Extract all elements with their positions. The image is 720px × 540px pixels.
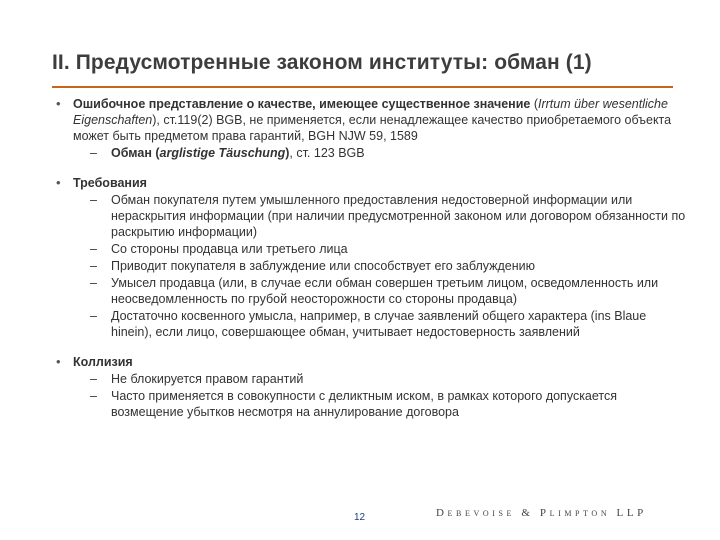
sub-item	[56, 308, 686, 340]
sub-bold-text: Обман (	[111, 146, 160, 160]
sub-bold-text: )	[285, 146, 290, 160]
bullet-heading: Коллизия	[73, 355, 133, 369]
bullet-heading: Требования	[73, 176, 147, 190]
bullet-italic-text: Irrtum über wesentliche Eigenschaften	[73, 97, 668, 127]
firm-logo-text: Debevoise & Plimpton LLP	[436, 507, 647, 519]
sub-item-deceit	[56, 145, 686, 161]
dash-marker: –	[90, 389, 97, 403]
sub-item-text: Часто применяется в совокупности с деликтным иском, в рамках которого допускается возмещение убытков несмотря на аннулирование договора	[111, 389, 618, 419]
slide-title: II. Предусмотренные законом институты: обман (1)	[52, 51, 592, 74]
sub-item-text: Обман покупателя путем умышленного предоставления недостоверной информации или нераскрытия информации (при наличии предусмотренной законом или договором обязанности по раскрытию информации)	[111, 193, 686, 239]
bullet-text-part: (	[530, 97, 538, 111]
title-divider	[52, 86, 673, 88]
sub-item-text	[111, 145, 686, 161]
sub-item	[56, 241, 686, 257]
dash-marker: –	[90, 146, 97, 160]
sub-item-text: Достаточно косвенного умысла, например, в случае заявлений общего характера (ins Blaue hinein), если лицо, совершающее обман, учитывает недостоверность заявлений	[111, 309, 647, 339]
sub-item	[56, 258, 686, 274]
sub-item-text: Не блокируется правом гарантий	[111, 372, 304, 386]
sub-item-text: Умысел продавца (или, в случае если обман совершен третьим лицом, осведомленность или неосведомленность по грубой неосторожности со стороны продавца)	[111, 276, 659, 306]
sub-item	[56, 192, 686, 240]
bullet-marker: •	[56, 175, 61, 190]
bullet-collision	[56, 354, 686, 420]
sub-item	[56, 371, 686, 387]
page-number: 12	[354, 512, 366, 523]
dash-marker: –	[90, 309, 97, 323]
slide-content	[56, 96, 686, 426]
bullet-requirements	[56, 175, 686, 340]
sub-italic-text: arglistige Täuschung	[159, 146, 286, 160]
dash-marker: –	[90, 259, 97, 273]
bullet-mistake	[56, 96, 686, 161]
bullet-text	[73, 96, 686, 144]
sub-text-part: , ст. 123 BGB	[289, 146, 365, 160]
sub-item	[56, 388, 686, 420]
sub-item-text: Приводит покупателя в заблуждение или способствует его заблуждению	[111, 259, 535, 273]
sub-item	[56, 275, 686, 307]
bullet-bold-text: Ошибочное представление о качестве, имеющее существенное значение	[73, 97, 531, 111]
bullet-marker: •	[56, 96, 61, 111]
sub-item-text: Со стороны продавца или третьего лица	[111, 242, 348, 256]
bullet-marker: •	[56, 354, 61, 369]
dash-marker: –	[90, 193, 97, 207]
bullet-text-part: ), ст.119(2) BGB, не применяется, если ненадлежащее качество приобретаемого объекта может быть предметом права гарантий, BGH NJW 59, 1589	[73, 113, 672, 143]
dash-marker: –	[90, 372, 97, 386]
dash-marker: –	[90, 276, 97, 290]
dash-marker: –	[90, 242, 97, 256]
